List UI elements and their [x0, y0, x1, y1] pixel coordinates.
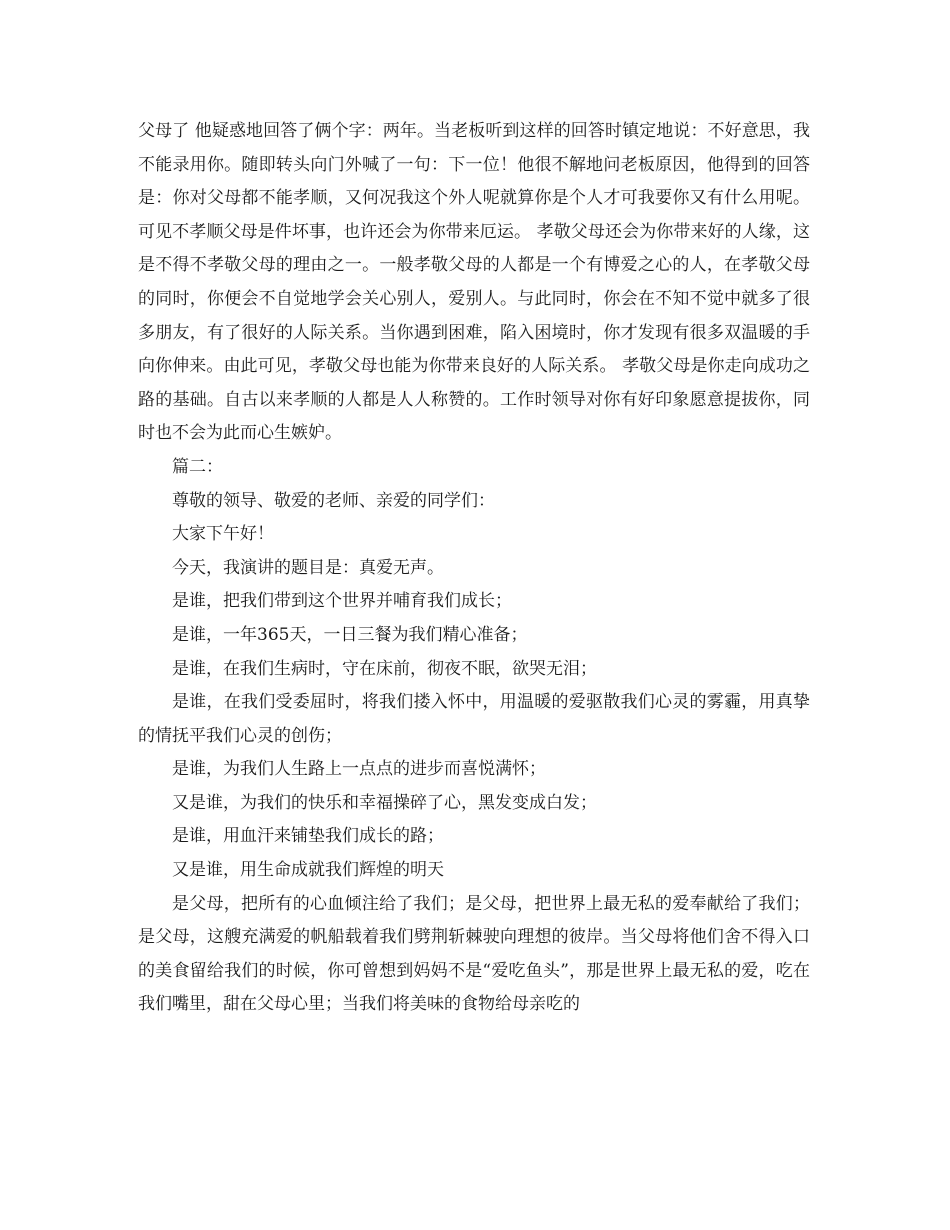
speech-question-line: 是谁，一年365天，一日三餐为我们精心准备；	[172, 624, 528, 645]
speech-question-line: 是谁，在我们生病时，守在床前，彻夜不眠，欲哭无泪；	[172, 658, 597, 679]
speech-question-line: 是谁，在我们受委屈时，将我们搂入怀中，用温暖的爱驱散我们心灵的雾霾，用真挚的情抚平我们心灵的创伤；	[138, 692, 810, 746]
speech-question-line: 是谁，把我们带到这个世界并哺育我们成长；	[172, 591, 512, 612]
speech-salutation: 尊敬的领导、敬爱的老师、亲爱的同学们：	[172, 490, 495, 511]
section-heading-part-two: 篇二：	[172, 456, 223, 477]
speech-question-line: 又是谁，用生命成就我们辉煌的明天	[172, 860, 444, 881]
paragraph-filial-piety-essay-continued: 父母了 他疑惑地回答了俩个字：两年。当老板听到这样的回答时镇定地说：不好意思，我不能录用你。随即转头向门外喊了一句：下一位！他很不解地问老板原因，他得到的回答是：你对父母都不能孝顺，又何况我这个外人呢就算你是个人才可我要你又有什么用呢。可见不孝顺父母是件坏事，也许还会为你带来厄运。 孝敬父母还会为你带来好的人缘，这是不得不孝敬父母的理由之一。一般孝敬父母的人都是一个有博爱之心的人，在孝敬父母的同时，你便会不自觉地学会关心别人，爱别人。与此同时，你会在不知不觉中就多了很多朋友，有了很好的人际关系。当你遇到困难，陷入困境时，你才发现有很多双温暖的手向你伸来。由此可见，孝敬父母也能为你带来良好的人际关系。 孝敬父母是你走向成功之路的基础。自古以来孝顺的人都是人人称赞的。工作时领导对你有好印象愿意提拔你，同时也不会为此而心生嫉妒。	[138, 121, 810, 444]
speech-question-line: 又是谁，为我们的快乐和幸福操碎了心，黑发变成白发；	[172, 792, 597, 813]
speech-greeting: 大家下午好！	[172, 524, 274, 545]
speech-answer-paragraph: 是父母，把所有的心血倾注给了我们；是父母，把世界上最无私的爱奉献给了我们；是父母，这艘充满爱的帆船载着我们劈荆斩棘驶向理想的彼岸。当父母将他们舍不得入口的美食留给我们的时候，你可曾想到妈妈不是“爱吃鱼头”，那是世界上最无私的爱，吃在我们嘴里，甜在父母心里；当我们将美味的食物给母亲吃的	[138, 893, 810, 1015]
document-page	[138, 115, 810, 1022]
speech-question-line: 是谁，用血汗来铺垫我们成长的路；	[172, 826, 444, 847]
speech-question-line: 是谁，为我们人生路上一点点的进步而喜悦满怀；	[172, 759, 546, 780]
speech-title-line: 今天，我演讲的题目是：真爱无声。	[172, 557, 444, 578]
